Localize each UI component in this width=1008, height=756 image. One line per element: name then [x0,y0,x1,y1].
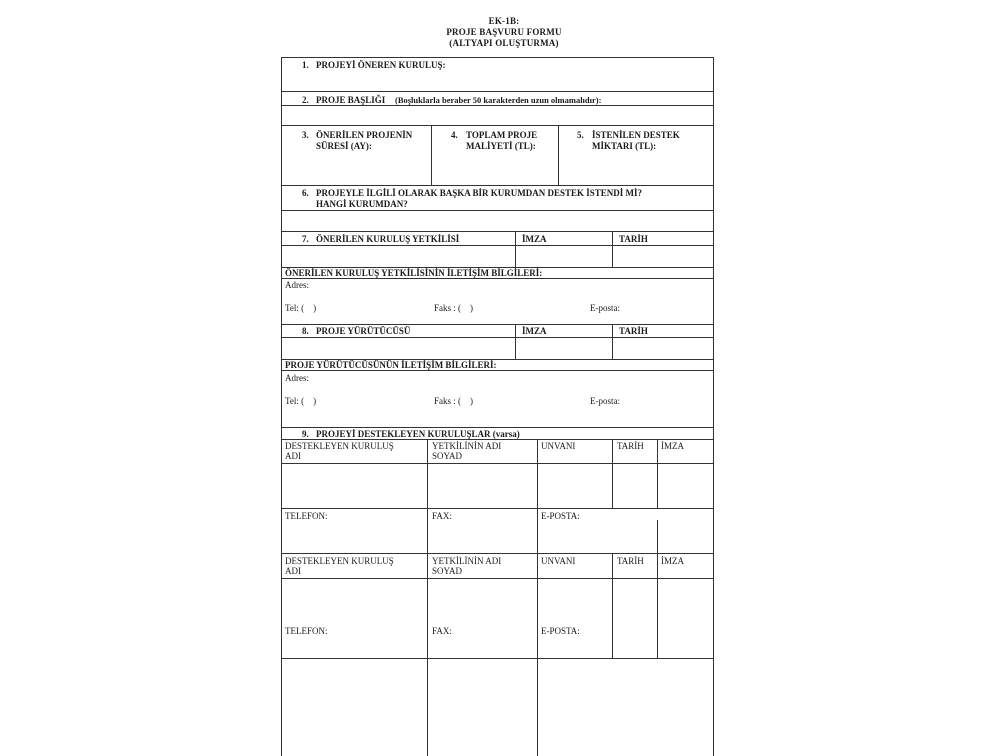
divider [281,91,714,92]
contact1-address-label: Adres: [285,280,309,290]
divider [657,520,658,553]
divider [537,439,538,553]
support1-org-header-line1: DESTEKLEYEN KURULUŞ [285,441,394,451]
s2-note: (Boşluklarla beraber 50 karakterden uzun olmamalıdır): [395,95,602,105]
support1-title-header: UNVANI [541,441,576,451]
divider [612,231,613,267]
support1-date-header: TARİH [617,441,644,451]
contact1-title: ÖNERİLEN KURULUŞ YETKİLİSİNİN İLETİŞİM BİLGİLERİ: [285,268,543,278]
support2-email-label: E-POSTA: [541,626,580,636]
s5-number: 5. [577,130,584,140]
support2-fax-label: FAX: [432,626,452,636]
s8-tarih: TARİH [619,326,648,336]
divider [515,324,516,359]
s1-label: PROJEYİ ÖNEREN KURULUŞ: [316,60,446,70]
divider [281,439,714,440]
s4-line1: TOPLAM PROJE [466,130,538,140]
contact2-address-label: Adres: [285,373,309,383]
support2-org-header-line2: ADI [285,566,301,576]
s5-line1: İSTENİLEN DESTEK [592,130,680,140]
support2-org-header-line1: DESTEKLEYEN KURULUŞ [285,556,394,566]
divider [281,427,714,428]
s4-number: 4. [451,130,458,140]
divider [281,185,714,186]
form-subtitle: (ALTYAPI OLUŞTURMA) [449,38,559,48]
s7-number: 7. [302,234,309,244]
support2-date-header: TARİH [617,556,644,566]
project-title-field[interactable] [282,106,713,125]
divider [281,508,714,509]
divider [515,231,516,267]
s7-label: ÖNERİLEN KURULUŞ YETKİLİSİ [316,234,460,244]
other-support-field[interactable] [282,211,713,231]
contact2-title: PROJE YÜRÜTÜCÜSÜNÜN İLETİŞİM BİLGİLERİ: [285,360,497,370]
divider [281,245,714,246]
divider [281,578,714,579]
divider [558,125,559,185]
contact2-fax: Faks : ( ) [434,396,473,406]
divider [281,324,714,325]
s6-number: 6. [302,188,309,198]
s7-imza: İMZA [522,234,547,244]
divider [281,463,714,464]
divider [281,57,714,58]
table-right-border [713,57,714,756]
s8-number: 8. [302,326,309,336]
support1-phone-label: TELEFON: [285,511,328,521]
form-title: PROJE BAŞVURU FORMU [446,27,562,37]
s6-line2: HANGİ KURUMDAN? [316,199,408,209]
support2-phone-label: TELEFON: [285,626,328,636]
s8-label: PROJE YÜRÜTÜCÜSÜ [316,326,411,336]
divider [657,439,658,508]
contact2-tel: Tel: ( ) [285,396,317,406]
divider [657,553,658,658]
support1-rep-header-line1: YETKİLİNİN ADI [432,441,502,451]
divider [281,553,714,554]
s9-number: 9. [302,429,309,439]
s3-line2: SÜRESİ (AY): [316,141,372,151]
support2-title-header: UNVANI [541,556,576,566]
support2-rep-header-line2: SOYAD [432,566,463,576]
s3-number: 3. [302,130,309,140]
contact1-email: E-posta: [590,303,620,313]
s9-label: PROJEYİ DESTEKLEYEN KURULUŞLAR (varsa) [316,429,520,439]
support2-sign-header: İMZA [661,556,684,566]
divider [612,553,613,658]
s2-number: 2. [302,95,309,105]
s3-line1: ÖNERİLEN PROJENİN [316,130,413,140]
divider [431,125,432,185]
divider [281,370,714,371]
contact1-tel: Tel: ( ) [285,303,317,313]
s4-line2: MALİYETİ (TL): [466,141,536,151]
contact1-fax: Faks : ( ) [434,303,473,313]
s2-label: PROJE BAŞLIĞI [316,95,386,105]
support1-fax-label: FAX: [432,511,452,521]
support1-sign-header: İMZA [661,441,684,451]
table-left-border [281,57,282,756]
divider [281,125,714,126]
contact2-email: E-posta: [590,396,620,406]
divider [612,439,613,508]
annex-label: EK-1B: [488,16,520,26]
divider [612,324,613,359]
divider [537,553,538,756]
s5-line2: MİKTARI (TL): [592,141,657,151]
divider [281,337,714,338]
divider [281,658,714,659]
divider [281,278,714,279]
support1-email-label: E-POSTA: [541,511,580,521]
s1-number: 1. [302,60,309,70]
divider [427,439,428,553]
support2-rep-header-line1: YETKİLİNİN ADI [432,556,502,566]
s7-tarih: TARİH [619,234,648,244]
proposing-organization-field[interactable] [282,69,713,91]
support1-org-header-line2: ADI [285,451,301,461]
support1-rep-header-line2: SOYAD [432,451,463,461]
divider [427,553,428,756]
divider [281,231,714,232]
s8-imza: İMZA [522,326,547,336]
s6-line1: PROJEYLE İLGİLİ OLARAK BAŞKA BİR KURUMDAN DESTEK İSTENDİ Mİ? [316,188,643,198]
